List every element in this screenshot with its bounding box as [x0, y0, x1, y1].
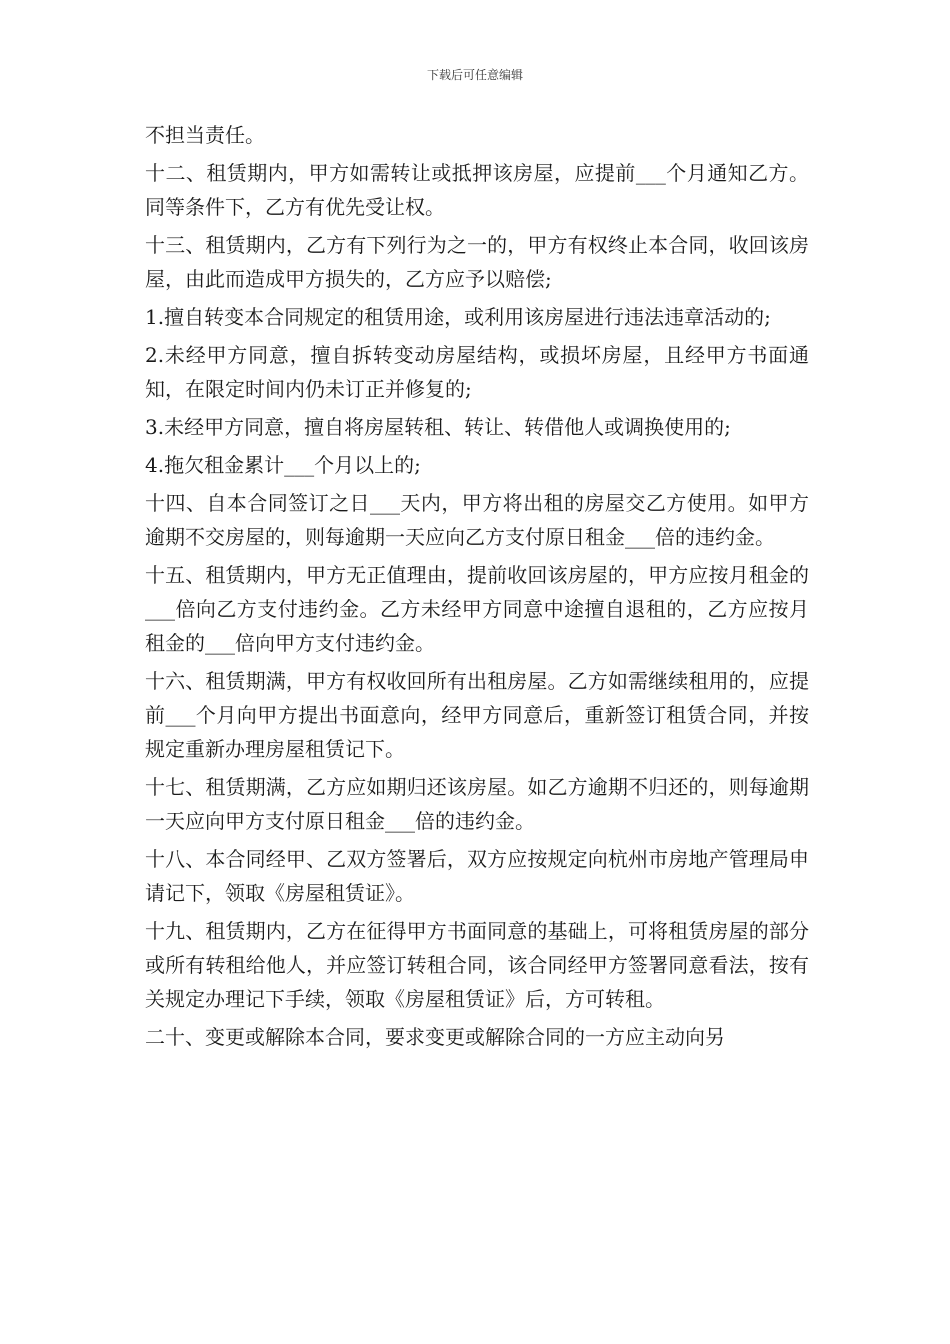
paragraph-5: 2.未经甲方同意，擅自拆转变动房屋结构，或损坏房屋，且经甲方书面通知，在限定时间内仍未订正并修复的; [145, 343, 809, 401]
page-header: 下载后可任意编辑 [426, 68, 523, 82]
paragraph-4: 1.擅自转变本合同规定的租赁用途，或利用该房屋进行违法违章活动的; [145, 305, 771, 329]
paragraph-10: 十六、租赁期满，甲方有权收回所有出租房屋。乙方如需继续租用的，应提前___个月向甲方提出书面意向，经甲方同意后，重新签订租赁合同，并按规定重新办理房屋租赁记下。 [145, 669, 809, 761]
document-body [145, 118, 809, 1058]
paragraph-14: 二十、变更或解除本合同，要求变更或解除合同的一方应主动向另 [145, 1025, 725, 1049]
paragraph-9: 十五、租赁期内，甲方无正值理由，提前收回该房屋的，甲方应按月租金的___倍向乙方支付违约金。乙方未经甲方同意中途擅自退租的，乙方应按月租金的___倍向甲方支付违约金。 [145, 563, 809, 655]
paragraph-12: 十八、本合同经甲、乙双方签署后，双方应按规定向杭州市房地产管理局申请记下，领取《房屋租赁证》。 [145, 847, 809, 905]
paragraph-1: 不担当责任。 [145, 123, 265, 147]
paragraph-2: 十二、租赁期内，甲方如需转让或抵押该房屋，应提前___个月通知乙方。同等条件下，乙方有优先受让权。 [145, 161, 809, 219]
paragraph-8: 十四、自本合同签订之日___天内，甲方将出租的房屋交乙方使用。如甲方逾期不交房屋的，则每逾期一天应向乙方支付原日租金___倍的违约金。 [145, 491, 809, 549]
paragraph-3: 十三、租赁期内，乙方有下列行为之一的，甲方有权终止本合同，收回该房屋，由此而造成甲方损失的，乙方应予以赔偿; [145, 233, 809, 291]
paragraph-11: 十七、租赁期满，乙方应如期归还该房屋。如乙方逾期不归还的，则每逾期一天应向甲方支付原日租金___倍的违约金。 [145, 775, 809, 833]
paragraph-6: 3.未经甲方同意，擅自将房屋转租、转让、转借他人或调换使用的; [145, 415, 731, 439]
paragraph-7: 4.拖欠租金累计___个月以上的; [145, 453, 421, 477]
paragraph-13: 十九、租赁期内，乙方在征得甲方书面同意的基础上，可将租赁房屋的部分或所有转租给他人，并应签订转租合同，该合同经甲方签署同意看法，按有关规定办理记下手续，领取《房屋租赁证》后，方可转租。 [145, 919, 809, 1011]
